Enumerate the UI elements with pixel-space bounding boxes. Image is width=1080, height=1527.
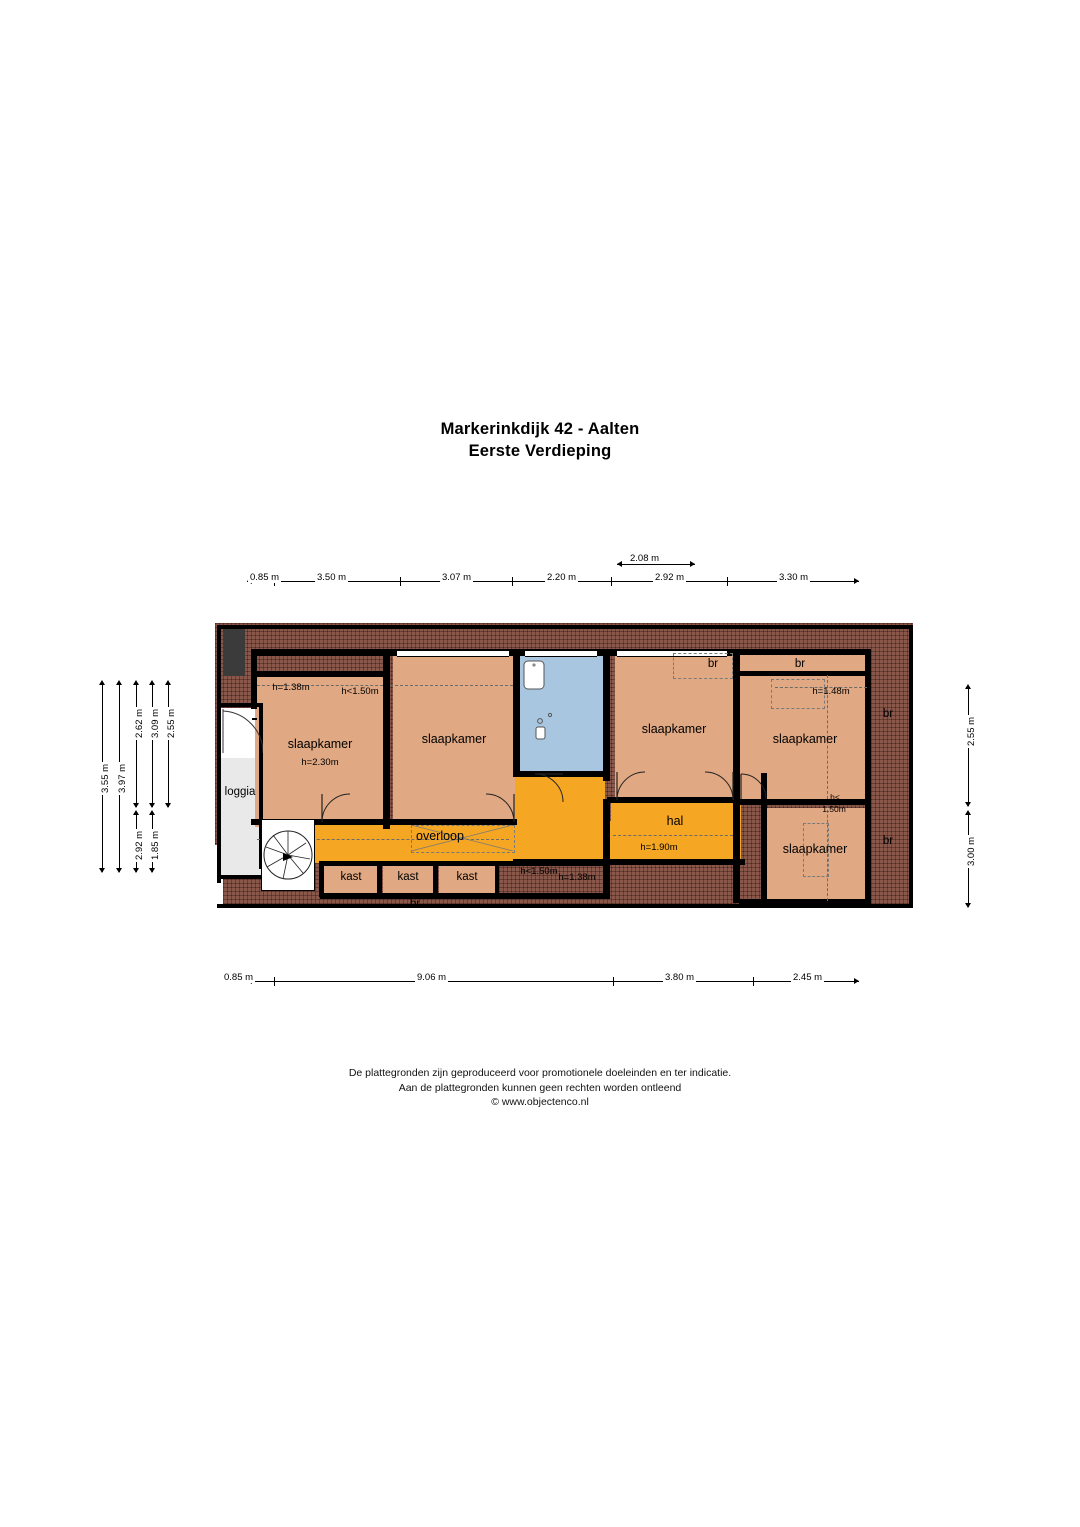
- door-hal-east: [701, 771, 735, 801]
- wall-int-v4: [603, 799, 610, 899]
- dim-top-4: 2.20 m: [547, 572, 577, 583]
- wall-int-h7: [735, 671, 871, 676]
- wall-building-top-right: [735, 649, 871, 655]
- door-slaapkamer-5: [739, 773, 767, 801]
- label-overloop-height: h<1.50m: [520, 866, 558, 877]
- wall-building-bottom-mid: [605, 859, 745, 865]
- door-slaapkamer-1: [321, 793, 355, 823]
- wall-int-v3: [603, 653, 610, 781]
- bathroom-fixtures: [520, 655, 604, 773]
- dim-left-6: 2.92 m: [134, 830, 145, 860]
- dim-left-7: 1.85 m: [150, 830, 161, 860]
- label-br-top-2: br: [794, 658, 806, 670]
- dim-right-2: 3.00 m: [966, 836, 977, 866]
- page-title: [0, 418, 1080, 462]
- door-slaapkamer-3: [615, 771, 649, 801]
- slope-line-5: [613, 835, 733, 836]
- floorplan-drawing: [215, 623, 913, 936]
- wall-closet-div-1: [377, 863, 382, 896]
- dim-left-2: 3.97 m: [117, 763, 128, 793]
- dim-bottom-2: 9.06 m: [417, 972, 447, 983]
- label-closet-3: kast: [456, 871, 478, 883]
- wall-building-bottom-left: [320, 893, 610, 899]
- label-closet-1: kast: [340, 871, 362, 883]
- label-slaapkamer-5-height-line1: h<: [830, 792, 840, 802]
- footer-line-2: Aan de plattegronden kunnen geen rechten worden ontleend: [398, 1081, 682, 1094]
- label-br-bottom-left: br: [409, 898, 421, 910]
- door-bathroom: [533, 773, 567, 803]
- label-slaapkamer-5: slaapkamer: [782, 842, 848, 856]
- label-overloop-height-2: h=1.38m: [558, 872, 596, 883]
- dim-top-3: 3.07 m: [442, 572, 472, 583]
- label-hal-height: h=1.90m: [640, 842, 678, 853]
- label-br-top-1: br: [707, 658, 719, 670]
- label-slaapkamer-2: slaapkamer: [421, 732, 487, 746]
- label-height-1-38-top: h=1.38m: [272, 682, 310, 693]
- dim-bottom-4: 2.45 m: [793, 972, 823, 983]
- label-closet-2: kast: [397, 871, 419, 883]
- dim-left-4: 3.09 m: [150, 708, 161, 738]
- dim-left-5: 2.55 m: [166, 708, 177, 738]
- shaft-block: [223, 628, 245, 676]
- wall-int-v1: [383, 653, 390, 829]
- dim-right-1: 2.55 m: [966, 716, 977, 746]
- footer-line-3: © www.objectenco.nl: [491, 1096, 589, 1108]
- label-br-right-1: br: [882, 708, 894, 720]
- dim-top-2: 3.50 m: [317, 572, 347, 583]
- title-floor: Eerste Verdieping: [468, 442, 612, 460]
- window-slaapkamer-2-top: [397, 650, 509, 657]
- wall-outer-left: [217, 625, 221, 681]
- wall-closet-div-3: [495, 863, 499, 896]
- dim-bottom-3: 3.80 m: [665, 972, 695, 983]
- wall-int-v6: [733, 803, 740, 903]
- footer-disclaimer: [0, 1066, 1080, 1110]
- staircase-spiral: [261, 819, 315, 891]
- footer-line-1: De plattegronden zijn geproduceerd voor promotionele doeleinden en ter indicatie.: [348, 1067, 732, 1079]
- label-height-1-50-top: h<1.50m: [341, 686, 379, 697]
- label-overloop: overloop: [416, 829, 464, 843]
- slope-line-2: [390, 685, 513, 686]
- label-br-right-2: br: [882, 835, 894, 847]
- door-loggia: [219, 707, 263, 755]
- label-slaapkamer-4: slaapkamer: [772, 732, 838, 746]
- wall-closet-div-2: [433, 863, 438, 896]
- wall-int-v2: [513, 653, 520, 777]
- label-slaapkamer-3: slaapkamer: [641, 722, 707, 736]
- label-slaapkamer-4-height: h=1.48m: [812, 686, 850, 697]
- dim-left-3: 2.62 m: [134, 708, 145, 738]
- label-loggia: loggia: [224, 786, 256, 798]
- door-slaapkamer-2: [483, 793, 515, 823]
- dim-top-6: 3.30 m: [779, 572, 809, 583]
- wall-outer-top: [217, 625, 913, 629]
- label-slaapkamer-1-height: h=2.30m: [301, 757, 339, 768]
- label-hal: hal: [666, 814, 684, 828]
- dim-bottom-1: 0.85 m: [224, 972, 254, 983]
- dim-top-5: 2.92 m: [655, 572, 685, 583]
- wall-int-h1: [251, 671, 386, 677]
- dim-top-1: 0.85 m: [250, 572, 280, 583]
- wall-int-h9: [319, 861, 324, 897]
- wall-building-bottom-right: [739, 899, 871, 905]
- title-address: Markerinkdijk 42 - Aalten: [440, 420, 640, 438]
- dim-top-overall: 2.08 m: [630, 553, 660, 564]
- wall-outer-right: [909, 625, 913, 908]
- dim-left-1: 3.55 m: [100, 763, 111, 793]
- wall-building-left: [251, 649, 257, 709]
- label-slaapkamer-1: slaapkamer: [287, 737, 353, 751]
- label-slaapkamer-5-height-line2: 1.50m: [822, 804, 846, 814]
- wall-loggia-bottom: [217, 875, 263, 879]
